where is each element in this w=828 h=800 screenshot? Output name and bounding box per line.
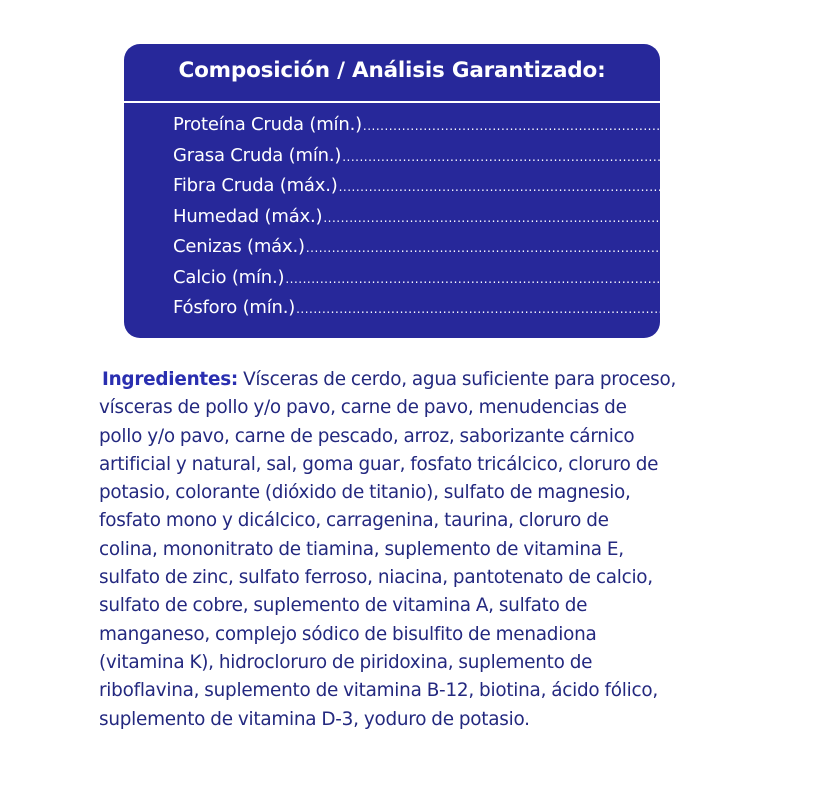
analysis-row-ash — [173, 232, 754, 263]
ingredients-line: fosfato mono y dicálcico, carragenina, taurina, cloruro de — [99, 510, 609, 532]
dot-leader: ............................................................................................ — [296, 302, 694, 316]
row-value: 1,0% — [741, 175, 787, 196]
analysis-row-phosphorus — [173, 293, 756, 324]
panel-title: Composición / Análisis Garantizado: — [178, 58, 606, 83]
row-value: 10,0% — [765, 114, 823, 135]
row-label: Fibra Cruda (máx.) — [173, 175, 338, 196]
row-label: Fósforo (mín.) — [173, 297, 296, 318]
analysis-row-fat — [173, 141, 791, 172]
ingredients-line: potasio, colorante (dióxido de titanio), sulfato de magnesio, — [99, 482, 631, 504]
dot-leader: ............................................................................................ — [362, 119, 760, 133]
row-label: Cenizas (máx.) — [173, 236, 305, 257]
analysis-table — [173, 110, 823, 324]
ingredients-text — [99, 366, 699, 734]
analysis-row-calcium — [173, 263, 745, 294]
dot-leader: ............................................................................................ — [305, 241, 703, 255]
analysis-row-moisture — [173, 202, 783, 233]
ingredients-line: manganeso, complejo sódico de bisulfito de menadiona — [99, 623, 597, 645]
ingredients-line: suplemento de vitamina D-3, yoduro de potasio. — [99, 708, 530, 730]
ingredients-line: sulfato de zinc, sulfato ferroso, niacina, pantotenato de calcio, — [99, 567, 653, 589]
ingredients-label: Ingredientes: — [102, 369, 238, 390]
title-divider — [124, 101, 660, 103]
row-value: 0,22% — [688, 266, 745, 288]
ingredients-line — [99, 366, 699, 394]
ingredients-line: (vitamina K), hidrocloruro de piridoxina, suplemento de — [99, 651, 593, 673]
ingredients-line: vísceras de pollo y/o pavo, carne de pavo, menudencias de — [99, 397, 627, 419]
row-label: Proteína Cruda (mín.) — [173, 114, 362, 135]
analysis-row-fiber — [173, 171, 787, 202]
analysis-row-protein — [173, 110, 823, 141]
dot-leader: ............................................................................................ — [338, 180, 736, 194]
row-value: 78,0% — [726, 205, 783, 227]
row-label: Calcio (mín.) — [173, 266, 285, 288]
ingredients-line: pollo y/o pavo, carne de pescado, arroz, saborizante cárnico — [99, 425, 635, 447]
ingredients-line: artificial y natural, sal, goma guar, fosfato tricálcico, cloruro de — [99, 453, 659, 475]
ingredients-line-text: Vísceras de cerdo, agua suficiente para proceso, — [238, 369, 677, 390]
row-value: 3,3% — [708, 236, 754, 257]
guaranteed-analysis-panel — [124, 44, 823, 338]
ingredients-line: sulfato de cobre, suplemento de vitamina A, sulfato de — [99, 595, 588, 617]
dot-leader: ............................................................................................ — [323, 210, 721, 225]
row-label: Humedad (máx.) — [173, 205, 323, 227]
row-label: Grasa Cruda (mín.) — [173, 144, 342, 166]
row-value: 0,18% — [699, 297, 756, 318]
dot-leader: ............................................................................................ — [285, 271, 683, 286]
ingredients-line: colina, mononitrato de tiamina, suplemento de vitamina E, — [99, 538, 624, 560]
row-value: 5,0% — [745, 144, 791, 166]
ingredients-line: riboflavina, suplemento de vitamina B-12, biotina, ácido fólico, — [99, 680, 658, 702]
dot-leader: ............................................................................................ — [342, 149, 740, 164]
